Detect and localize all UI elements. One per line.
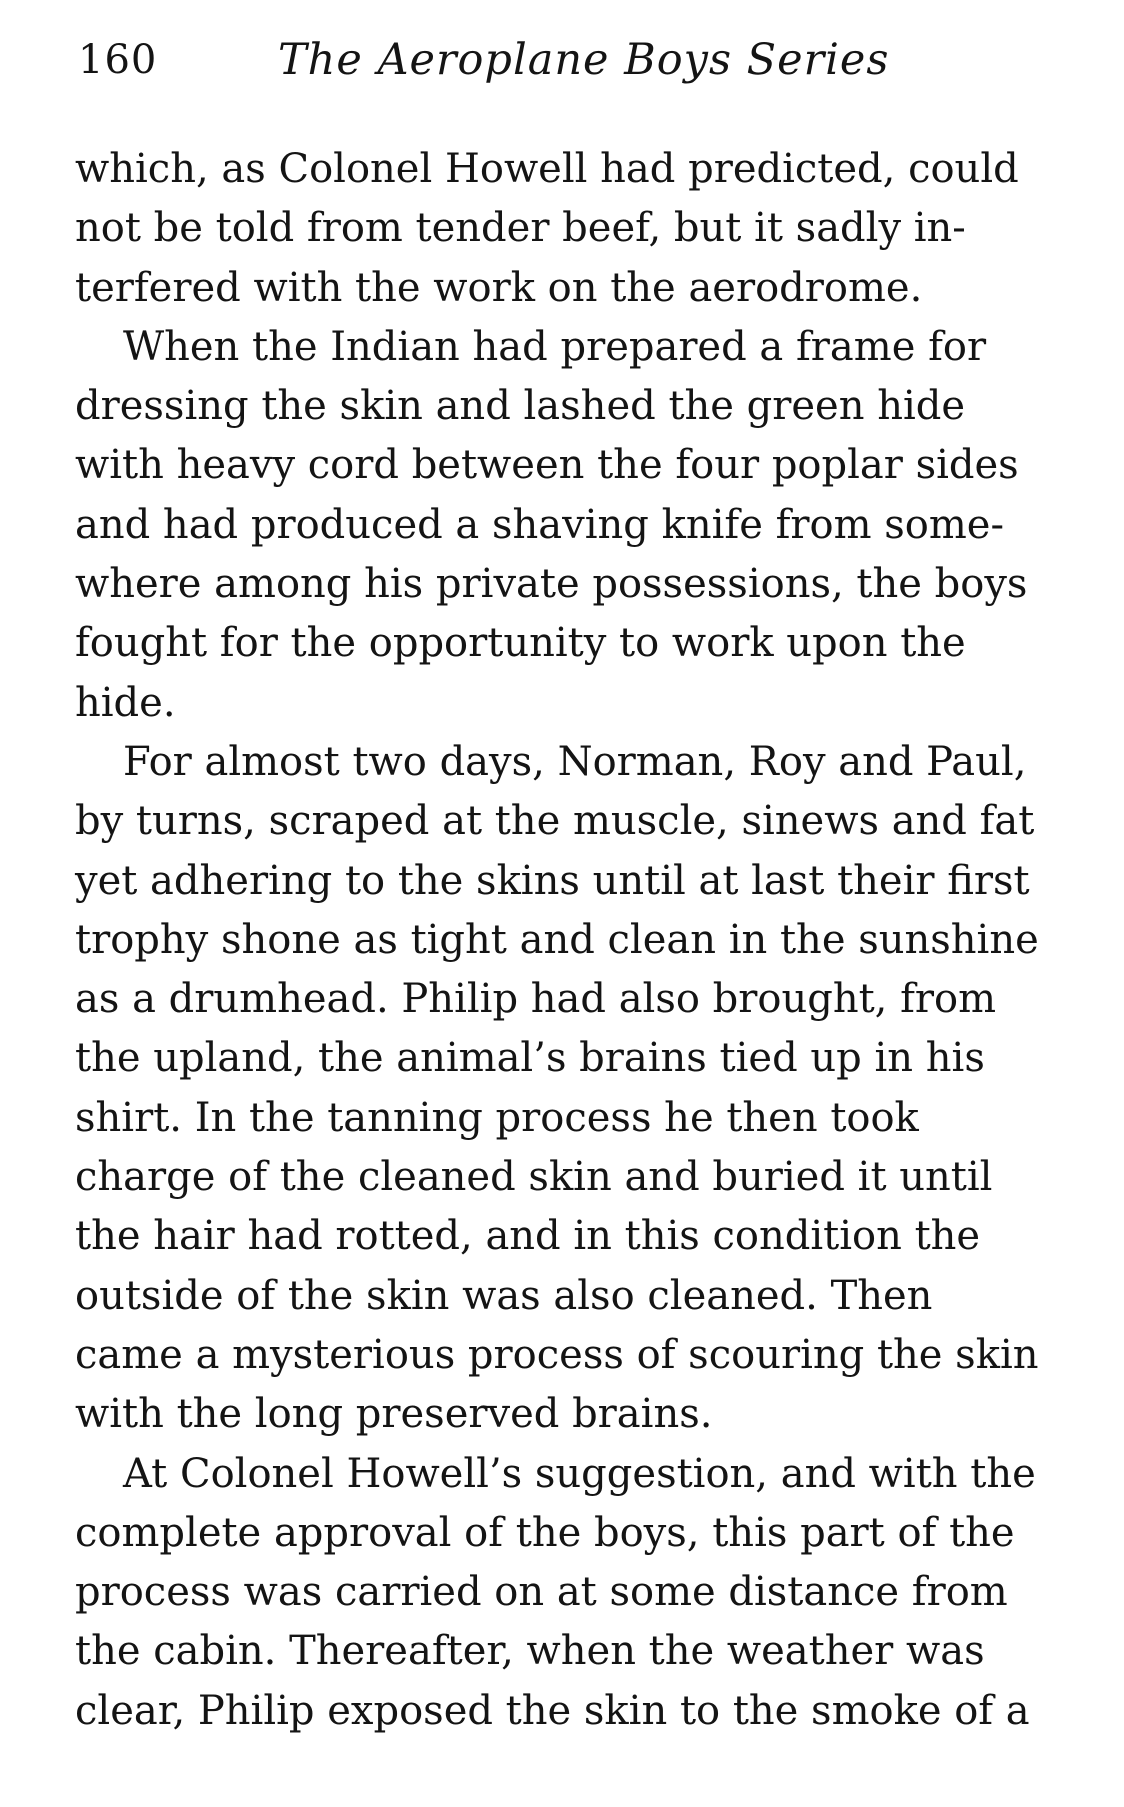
text-line: shirt. In the tanning process he then took: [75, 1094, 919, 1141]
body-text: [75, 140, 1075, 1741]
text-line: At Colonel Howell’s suggestion, and with the: [123, 1450, 1036, 1497]
text-line: clear, Philip exposed the skin to the smoke of a: [75, 1687, 1030, 1734]
paragraph-1: [75, 140, 1075, 318]
text-line: with heavy cord between the four poplar sides: [75, 442, 1019, 489]
text-line: charge of the cleaned skin and buried it until: [75, 1154, 993, 1201]
text-line: hide.: [75, 679, 176, 726]
text-line: the hair had rotted, and in this condition the: [75, 1213, 981, 1260]
text-line: which, as Colonel Howell had predicted, could: [75, 146, 1019, 192]
text-line: For almost two days, Norman, Roy and Paul,: [123, 738, 1027, 785]
text-line: the cabin. Thereafter, when the weather was: [75, 1628, 985, 1675]
text-line: by turns, scraped at the muscle, sinews and fat: [75, 798, 1035, 845]
paragraph-4: [75, 1445, 1075, 1741]
text-line: complete approval of the boys, this part of the: [75, 1509, 1015, 1556]
text-line: where among his private possessions, the boys: [75, 561, 1028, 608]
text-line: trophy shone as tight and clean in the sunshine: [75, 916, 1039, 963]
text-line: outside of the skin was also cleaned. Then: [75, 1272, 933, 1319]
text-line: yet adhering to the skins until at last their first: [75, 857, 1030, 904]
text-line: process was carried on at some distance from: [75, 1569, 1008, 1616]
running-head: [78, 32, 888, 88]
text-line: When the Indian had prepared a frame for: [123, 323, 987, 370]
text-line: and had produced a shaving knife from some-: [75, 501, 1004, 548]
paragraph-2: [75, 318, 1075, 733]
running-title: The Aeroplane Boys Series: [278, 35, 890, 85]
text-line: fought for the opportunity to work upon the: [75, 620, 966, 667]
text-line: with the long preserved brains.: [75, 1391, 713, 1438]
text-line: the upland, the animal’s brains tied up in his: [75, 1035, 985, 1082]
text-line: not be told from tender beef, but it sadly in-: [75, 205, 966, 252]
text-line: as a drumhead. Philip had also brought, from: [75, 976, 997, 1023]
text-line: came a mysterious process of scouring the skin: [75, 1331, 1039, 1378]
page-number: 160: [78, 37, 158, 83]
paragraph-3: [75, 733, 1075, 1445]
text-line: terfered with the work on the aerodrome.: [75, 264, 923, 311]
text-line: dressing the skin and lashed the green hide: [75, 383, 966, 430]
